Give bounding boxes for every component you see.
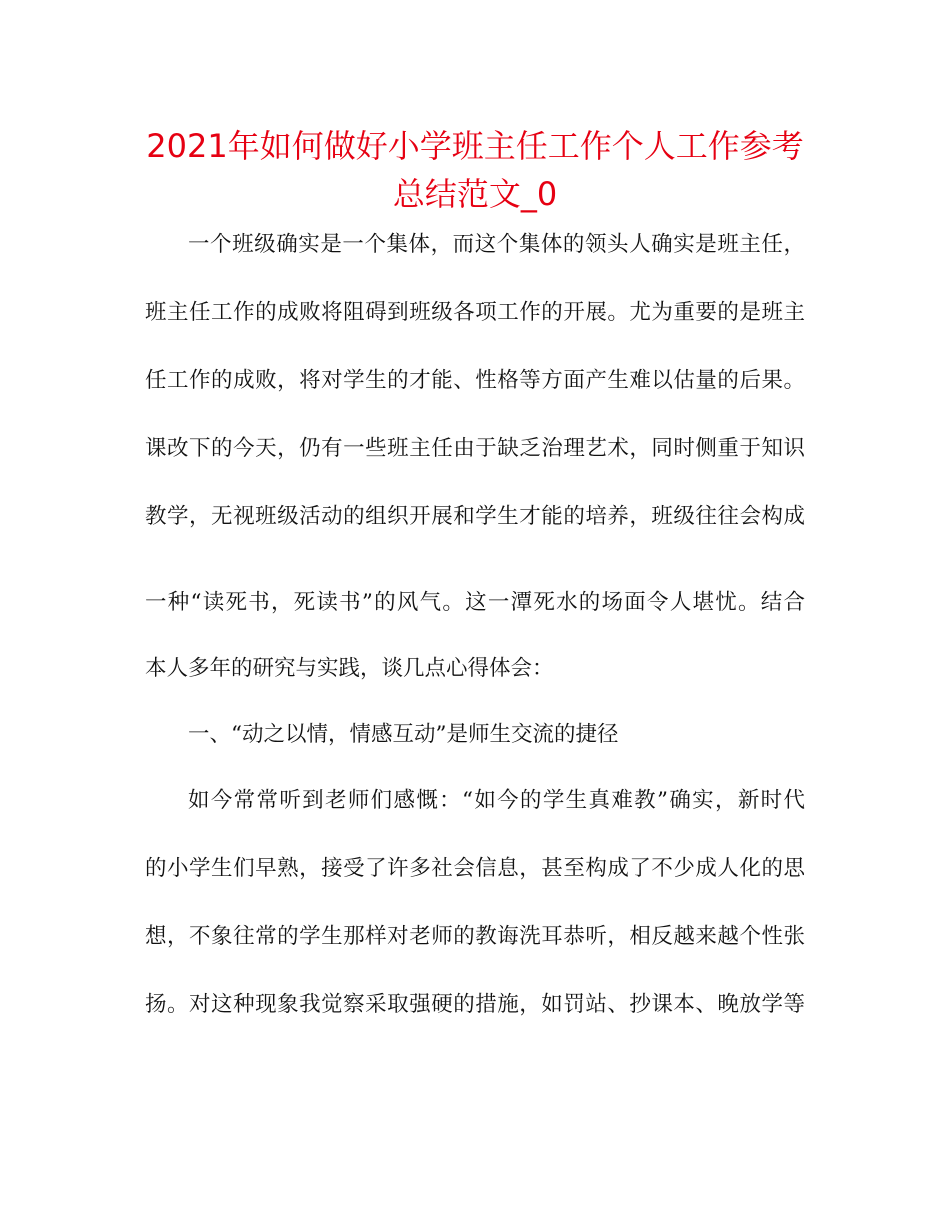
paragraph-line: 课改下的今天，仍有一些班主任由于缺乏治理艺术，同时侧重于知识 [145, 436, 805, 461]
paragraph-line: 的小学生们早熟，接受了许多社会信息，甚至构成了不少成人化的思 [145, 856, 805, 881]
paragraph-line: 一种“读死书，死读书”的风气。这一潭死水的场面令人堪忧。结合 [145, 590, 805, 615]
document-title-line-2: 总结范文_0 [392, 175, 558, 213]
paragraph-line: 扬。对这种现象我觉察采取强硬的措施，如罚站、抄课本、晚放学等 [145, 992, 805, 1017]
paragraph-line: 一个班级确实是一个集体，而这个集体的领头人确实是班主任， [188, 232, 805, 257]
paragraph-line: 班主任工作的成败将阻碍到班级各项工作的开展。尤为重要的是班主 [145, 300, 805, 325]
paragraph-line: 本人多年的研究与实践，谈几点心得体会： [145, 656, 554, 681]
paragraph-line: 如今常常听到老师们感慨：“如今的学生真难教”确实，新时代 [188, 788, 805, 813]
document-title-line-1: 2021年如何做好小学班主任工作个人工作参考 [146, 127, 804, 165]
paragraph-line: 教学，无视班级活动的组织开展和学生才能的培养，班级往往会构成 [145, 504, 805, 529]
paragraph-line: 任工作的成败，将对学生的才能、性格等方面产生难以估量的后果。 [145, 368, 805, 393]
paragraph-line: 想，不象往常的学生那样对老师的教诲洗耳恭听，相反越来越个性张 [145, 924, 805, 949]
section-heading: 一、“动之以情，情感互动”是师生交流的捷径 [188, 722, 619, 747]
